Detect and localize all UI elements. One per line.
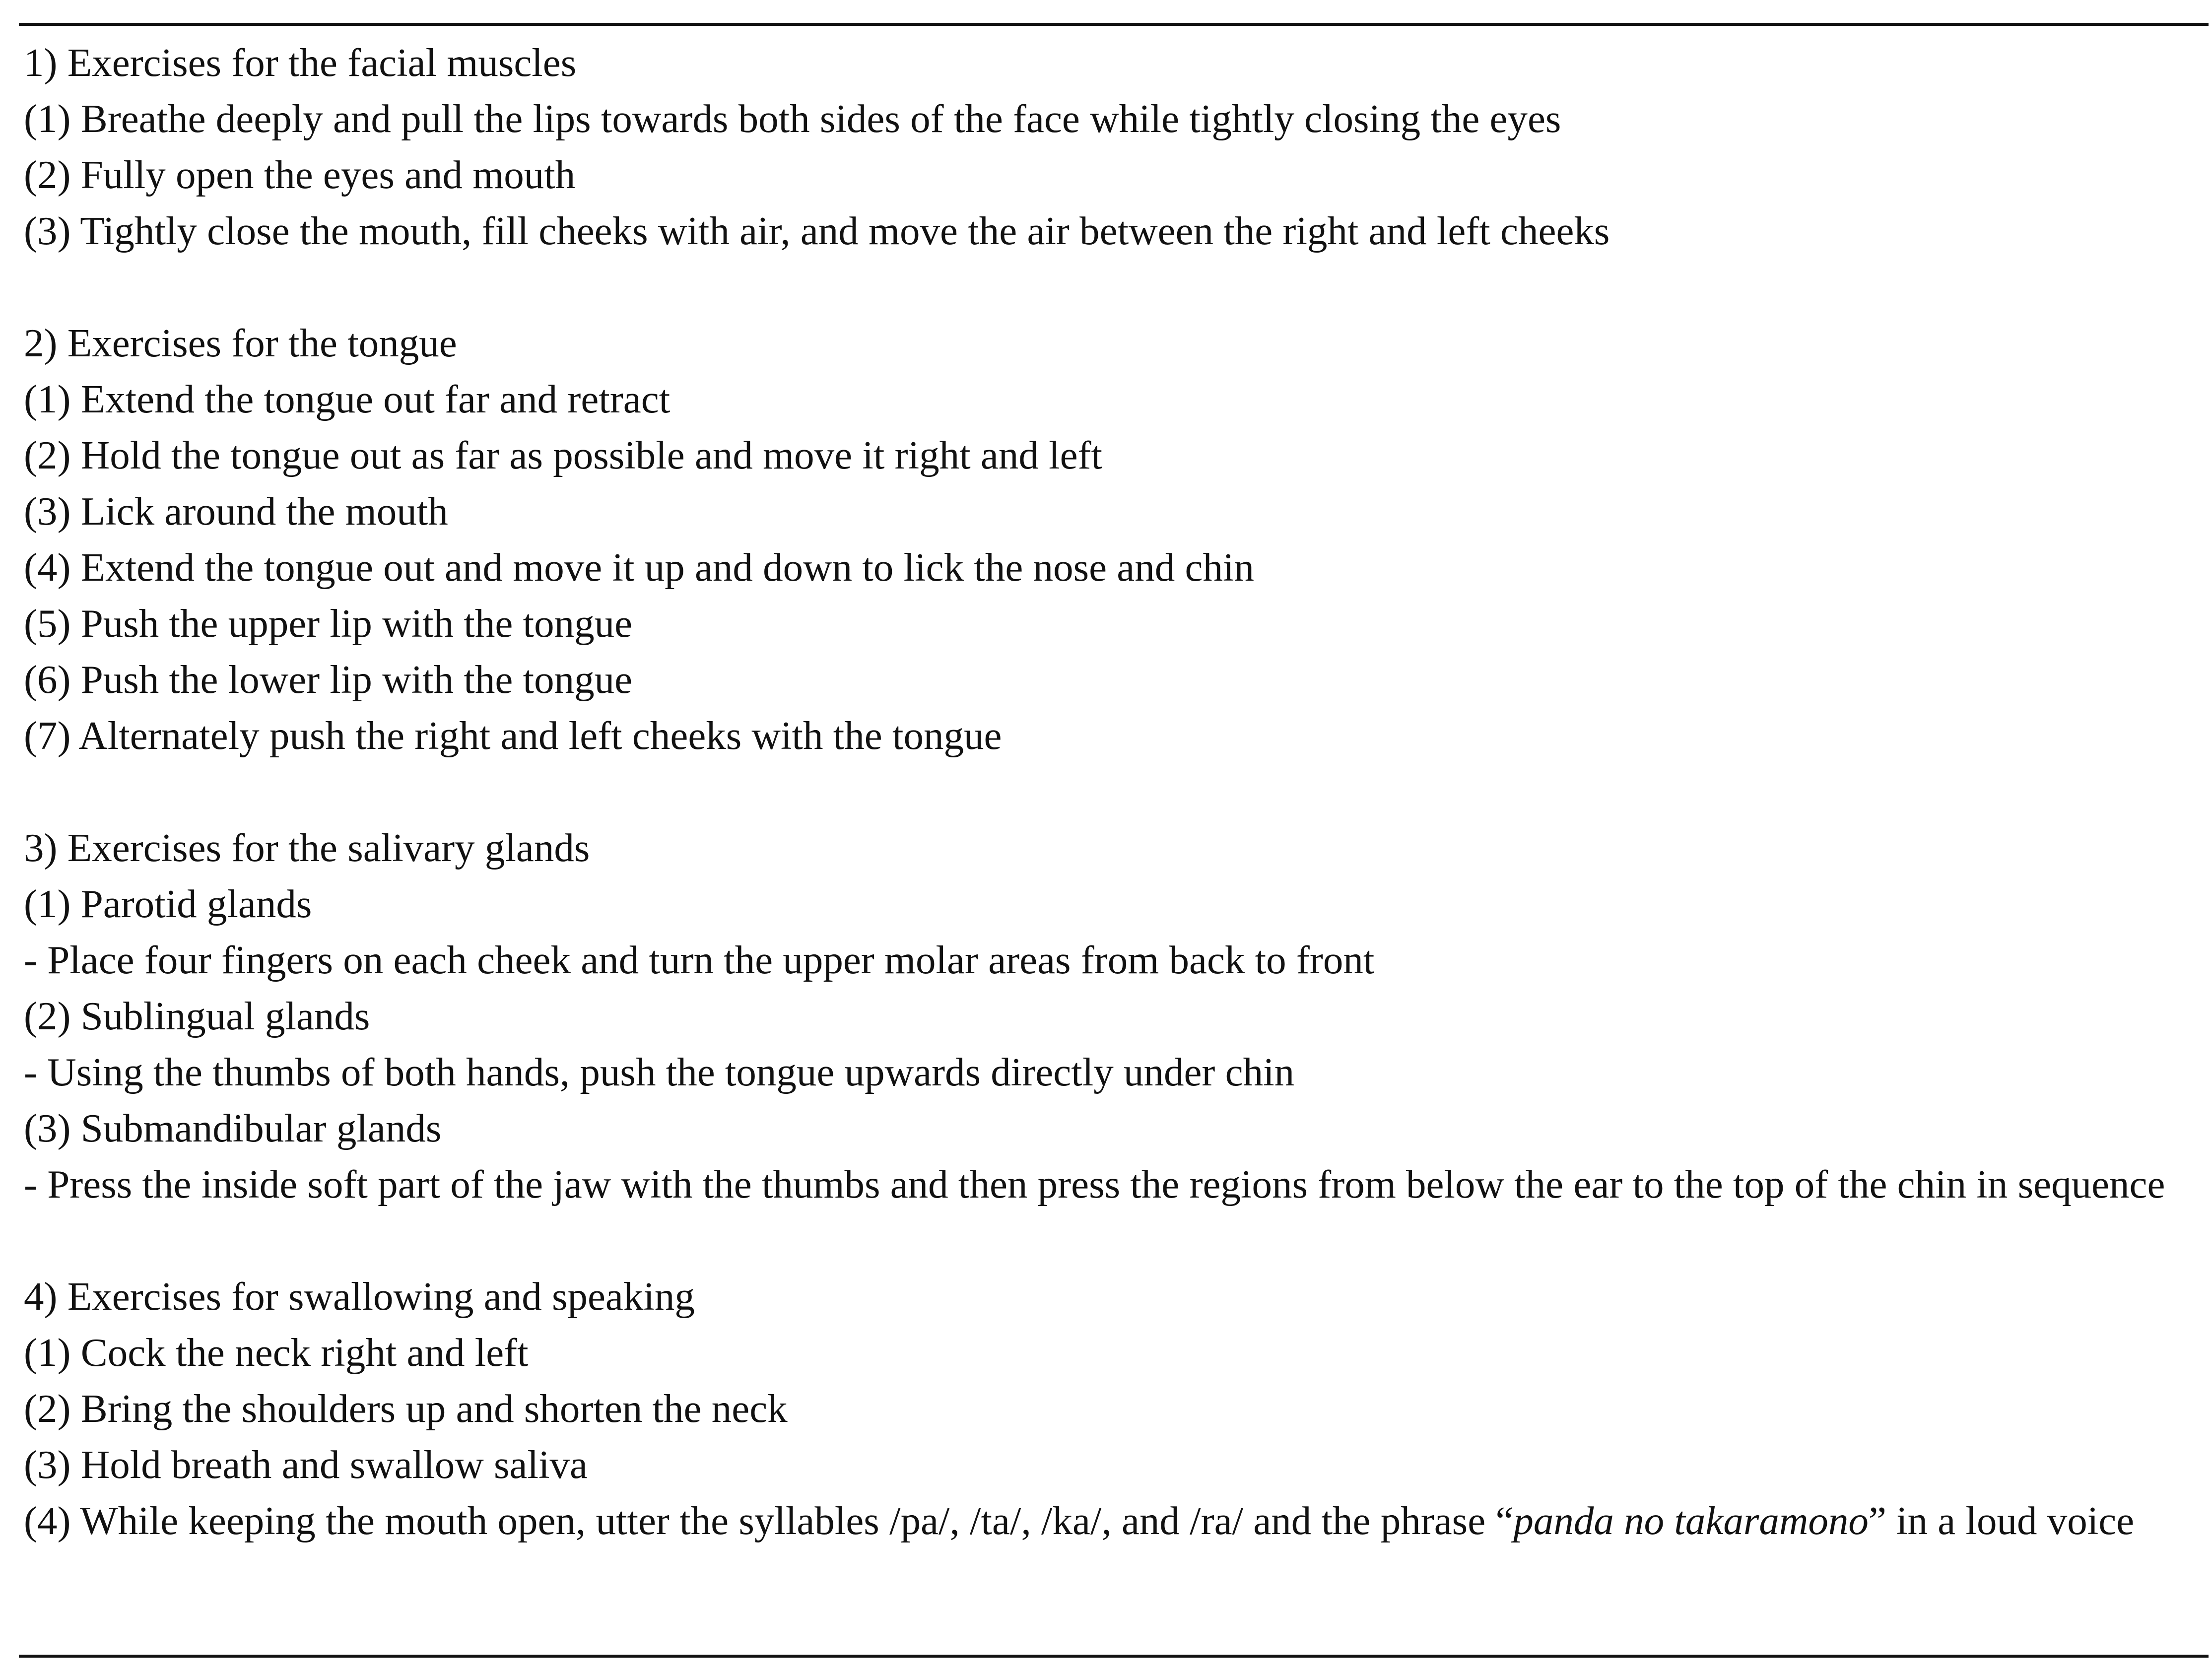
list-item-final bbox=[24, 1493, 2193, 1549]
list-item: (3) Lick around the mouth bbox=[24, 489, 448, 534]
final-item-text-end: ” in a loud voice bbox=[1868, 1498, 2135, 1543]
section-gap bbox=[24, 1212, 2193, 1269]
phrase-italic: panda no takaramono bbox=[1513, 1498, 1869, 1543]
list-item: - Using the thumbs of both hands, push the tongue upwards directly under chin bbox=[24, 1050, 1295, 1094]
bottom-rule bbox=[19, 1655, 2209, 1658]
section-heading-salivary-glands: 3) Exercises for the salivary glands bbox=[24, 825, 590, 870]
final-item-text: (4) While keeping the mouth open, utter the syllables /pa/, /ta/, /ka/, and /ra/ and the phrase “ bbox=[24, 1498, 1514, 1543]
list-item: (6) Push the lower lip with the tongue bbox=[24, 657, 633, 702]
list-item: (1) Breathe deeply and pull the lips towards both sides of the face while tightly closing the eyes bbox=[24, 96, 1561, 141]
section-heading-swallowing-speaking: 4) Exercises for swallowing and speaking bbox=[24, 1274, 695, 1319]
list-item: (3) Tightly close the mouth, fill cheeks with air, and move the air between the right and left cheeks bbox=[24, 208, 1610, 253]
list-item: (7) Alternately push the right and left cheeks with the tongue bbox=[24, 713, 1002, 758]
list-item: (2) Bring the shoulders up and shorten the neck bbox=[24, 1386, 788, 1431]
top-rule bbox=[19, 23, 2209, 26]
list-item: (3) Submandibular glands bbox=[24, 1106, 442, 1150]
list-item: (2) Fully open the eyes and mouth bbox=[24, 152, 576, 197]
list-item: (4) Extend the tongue out and move it up and down to lick the nose and chin bbox=[24, 545, 1254, 590]
section-heading-tongue: 2) Exercises for the tongue bbox=[24, 321, 457, 365]
section-gap bbox=[24, 259, 2193, 315]
list-item: (3) Hold breath and swallow saliva bbox=[24, 1442, 588, 1487]
list-item: (2) Sublingual glands bbox=[24, 994, 370, 1038]
list-item: - Place four fingers on each cheek and turn the upper molar areas from back to front bbox=[24, 938, 1375, 982]
list-item: - Press the inside soft part of the jaw with the thumbs and then press the regions from below the ear to the top of the chin in sequence bbox=[24, 1162, 2165, 1207]
list-item: (1) Parotid glands bbox=[24, 881, 312, 926]
section-heading-facial-muscles: 1) Exercises for the facial muscles bbox=[24, 40, 577, 85]
list-item: (2) Hold the tongue out as far as possible and move it right and left bbox=[24, 433, 1102, 477]
list-item: (5) Push the upper lip with the tongue bbox=[24, 601, 633, 646]
exercise-list bbox=[24, 35, 2193, 1549]
list-item: (1) Extend the tongue out far and retract bbox=[24, 377, 670, 421]
section-gap bbox=[24, 764, 2193, 820]
list-item: (1) Cock the neck right and left bbox=[24, 1330, 529, 1375]
